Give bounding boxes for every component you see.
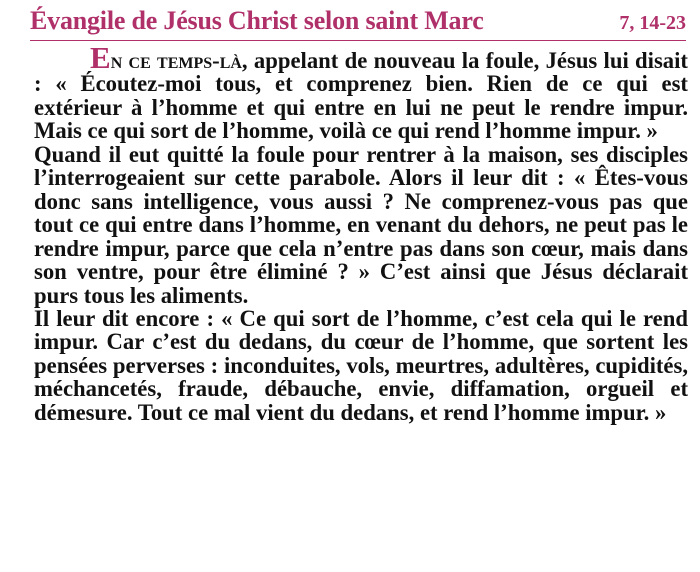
paragraph-2: Quand il eut quitté la foule pour rentrer à la maison, ses disciples l’interrogeaient sur cette parabole. Alors il leur dit : « Êtes-vous donc sans intelligence, vous aussi ? Ne comprenez-vous pas que tout ce qui entre dans l’homme, en venant du dehors, ne peut pas le rendre impur, parce que cela n’entre pas dans son cœur, mais dans son ventre, pour être éliminé ? » C’est ainsi que Jésus déclarait purs tous les aliments. (34, 141, 688, 308)
paragraph-3: Il leur dit encore : « Ce qui sort de l’homme, c’est cela qui le rend impur. Car c’est du dedans, du cœur de l’homme, que sortent les pensées perverses : inconduites, vols, meurtres, adultères, cupidités, méchancetés, fraude, débauche, envie, diffamation, orgueil et démesure. Tout ce mal vient du dedans, et rend l’homme impur. » (34, 305, 688, 425)
reading-body (34, 40, 688, 425)
reading-header (30, 4, 686, 41)
scripture-reference: 7, 14-23 (619, 12, 686, 34)
reading-title: Évangile de Jésus Christ selon saint Marc (30, 6, 484, 35)
paragraph-1-text: appelant de nouveau la foule, Jésus lui disait : « Écoutez-moi tous, et comprenez bien. Rien de ce qui est extérieur à l’homme et qui entre en lui ne peut le rendre impur. Mais ce qui sort de l’homme, voilà ce qui rend l’homme impur. » (34, 48, 688, 144)
opening-phrase: n ce temps-là, (110, 48, 248, 73)
drop-cap: E (90, 40, 111, 75)
paragraph-1 (34, 40, 688, 144)
